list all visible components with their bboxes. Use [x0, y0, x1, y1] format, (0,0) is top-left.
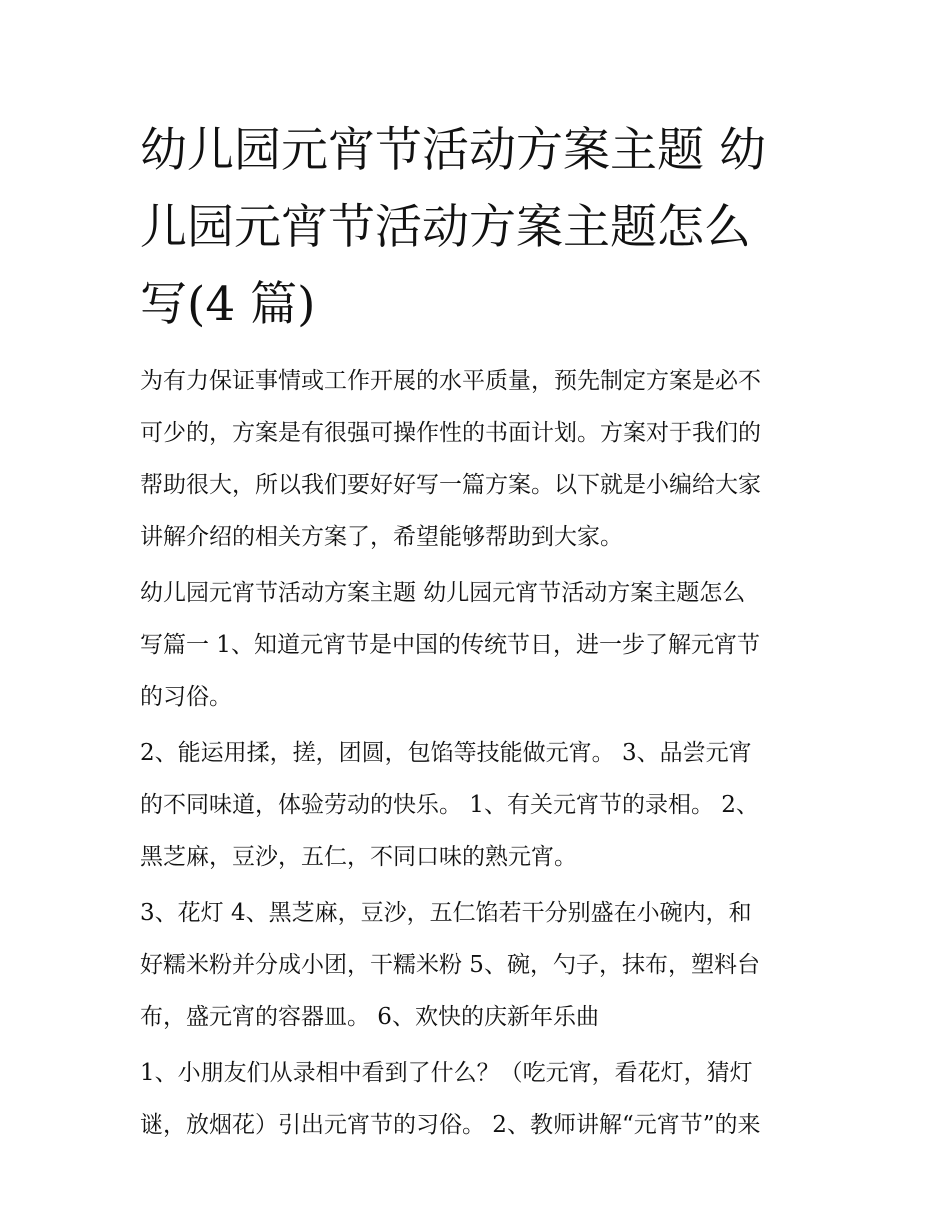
- text-line: 布，盛元宵的容器皿。 6、欢快的庆新年乐曲: [140, 1004, 599, 1030]
- document-title: [140, 112, 812, 343]
- document-page: [140, 112, 812, 1151]
- text-line: 幼儿园元宵节活动方案主题 幼儿园元宵节活动方案主题怎么: [140, 580, 746, 606]
- text-line: 为有力保证事情或工作开展的水平质量，预先制定方案是必不: [140, 368, 761, 394]
- paragraph-intro: [140, 355, 812, 563]
- paragraph-goals: [140, 727, 812, 883]
- text-line: 写篇一 1、知道元宵节是中国的传统节日，进一步了解元宵节: [140, 632, 760, 658]
- text-line: 讲解介绍的相关方案了，希望能够帮助到大家。: [140, 524, 623, 550]
- paragraph-materials: [140, 887, 812, 1043]
- text-line: 帮助很大，所以我们要好好写一篇方案。以下就是小编给大家: [140, 472, 761, 498]
- text-line: 的习俗。: [140, 684, 232, 710]
- title-line: 写(4 篇): [140, 277, 316, 332]
- text-line: 好糯米粉并分成小团，干糯米粉 5、碗，勺子，抹布，塑料台: [140, 952, 760, 978]
- text-line: 黑芝麻，豆沙，五仁，不同口味的熟元宵。: [140, 844, 577, 870]
- text-line: 谜，放烟花）引出元宵节的习俗。 2、教师讲解“元宵节”的来: [140, 1112, 761, 1138]
- paragraph-process: [140, 1047, 812, 1151]
- text-line: 的不同味道，体验劳动的快乐。 1、有关元宵节的录相。 2、: [140, 792, 759, 818]
- text-line: 2、能运用揉，搓，团圆，包馅等技能做元宵。 3、品尝元宵: [140, 740, 752, 766]
- title-line: 幼儿园元宵节活动方案主题 幼: [140, 123, 766, 178]
- title-line: 儿园元宵节活动方案主题怎么: [140, 200, 751, 255]
- text-line: 可少的，方案是有很强可操作性的书面计划。方案对于我们的: [140, 420, 761, 446]
- text-line: 1、小朋友们从录相中看到了什么？（吃元宵，看花灯，猜灯: [140, 1060, 753, 1086]
- paragraph-section-one: [140, 567, 812, 723]
- text-line: 3、花灯 4、黑芝麻，豆沙，五仁馅若干分别盛在小碗内，和: [140, 900, 752, 926]
